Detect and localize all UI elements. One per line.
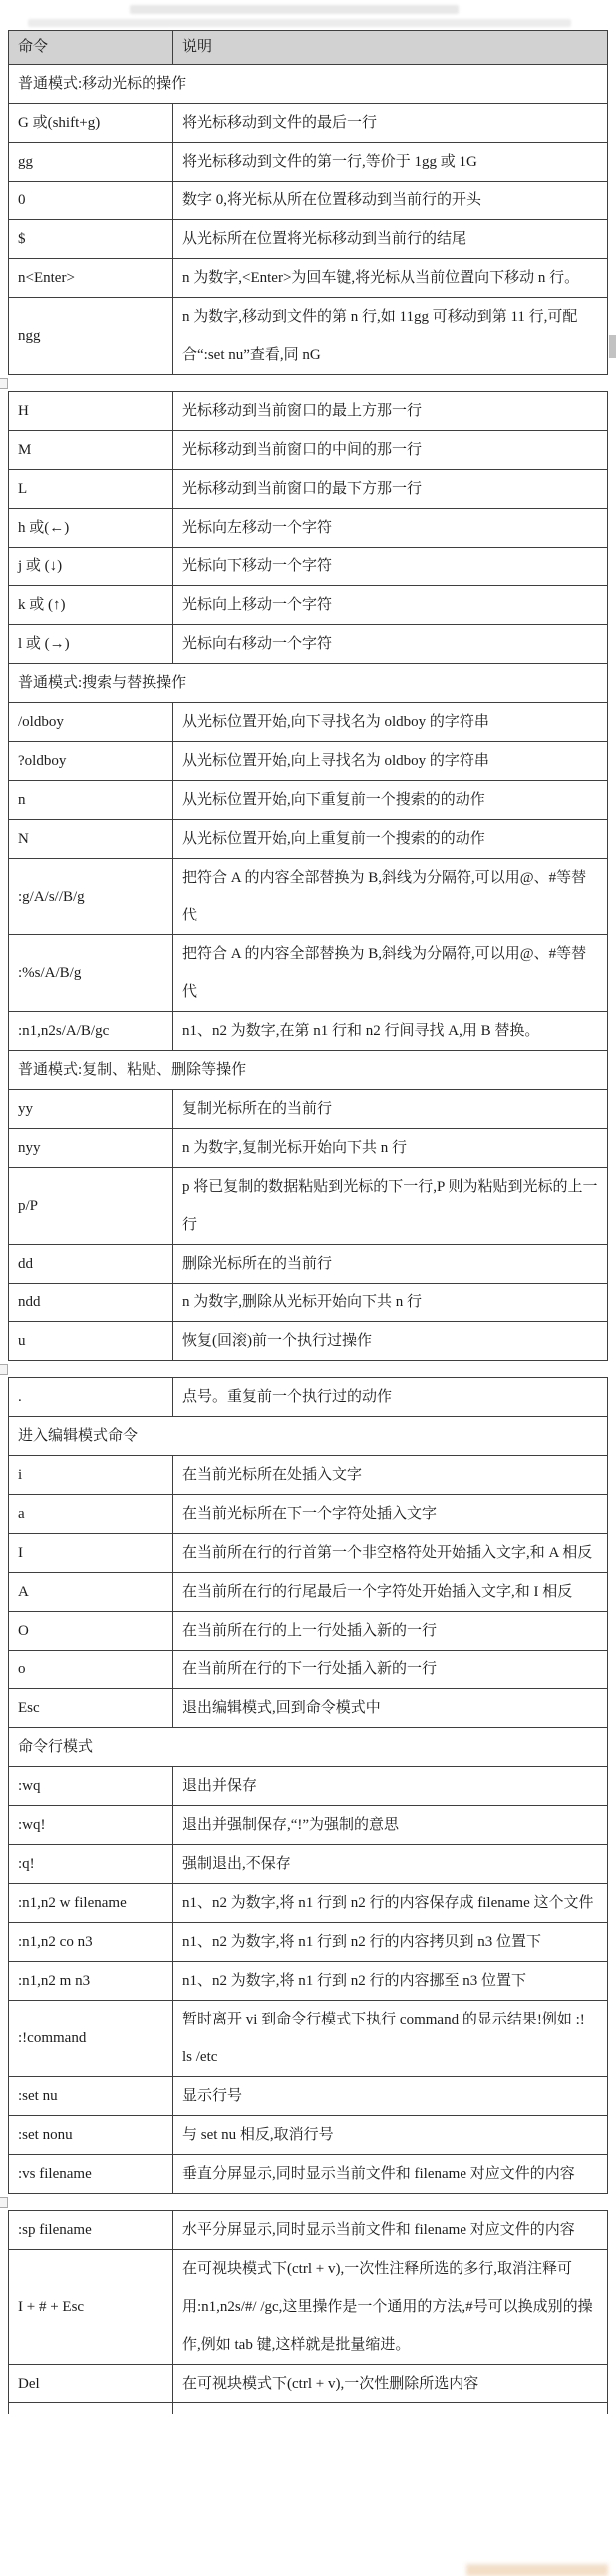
- table-row: [9, 1168, 608, 1245]
- description-cell: p 将已复制的数据粘贴到光标的下一行,P 则为粘贴到光标的上一行: [173, 1168, 608, 1245]
- description-cell: 在当前光标所在下一个字符处插入文字: [173, 1495, 608, 1534]
- ghost-text-artifact: [130, 5, 459, 14]
- table-row: [9, 703, 608, 742]
- ghost-text-artifact: [28, 19, 571, 27]
- description-cell: 光标移动到当前窗口的中间的那一行: [173, 431, 608, 470]
- column-header-description: 说明: [173, 31, 608, 65]
- table-row: [9, 2001, 608, 2077]
- table-row: [9, 1923, 608, 1962]
- command-cell: A: [9, 1573, 173, 1612]
- description-cell: 光标向右移动一个字符: [173, 625, 608, 664]
- command-cell: j 或 (↓): [9, 548, 173, 586]
- command-cell: o: [9, 1651, 173, 1689]
- description-cell: 退出并保存: [173, 1767, 608, 1806]
- vim-commands-table-segment-3: [8, 1377, 608, 2194]
- description-cell: 在当前所在行的上一行处插入新的一行: [173, 1612, 608, 1651]
- description-cell: 在当前所在行的下一行处插入新的一行: [173, 1651, 608, 1689]
- command-cell: nyy: [9, 1129, 173, 1168]
- description-cell: 将光标移动到文件的最后一行: [173, 104, 608, 143]
- description-cell: n 为数字,复制光标开始向下共 n 行: [173, 1129, 608, 1168]
- command-cell: Del: [9, 2365, 173, 2403]
- selection-highlight-artifact: [466, 2564, 608, 2576]
- command-cell: h 或(←): [9, 509, 173, 548]
- command-cell: a: [9, 1495, 173, 1534]
- command-cell: ngg: [9, 298, 173, 375]
- table-row: [9, 1378, 608, 1417]
- table-row: [9, 2116, 608, 2155]
- page-break-gap: [0, 1361, 616, 1377]
- command-cell: M: [9, 431, 173, 470]
- description-cell: n1、n2 为数字,在第 n1 行和 n2 行间寻找 A,用 B 替换。: [173, 1012, 608, 1051]
- description-cell: 从光标位置开始,向上寻找名为 oldboy 的字符串: [173, 742, 608, 781]
- description-cell: 把符合 A 的内容全部替换为 B,斜线为分隔符,可以用@、#等替代: [173, 859, 608, 935]
- description-cell: 光标向下移动一个字符: [173, 548, 608, 586]
- description-cell: 水平分屏显示,同时显示当前文件和 filename 对应文件的内容: [173, 2211, 608, 2250]
- table-row: [9, 1129, 608, 1168]
- table-row: [9, 1012, 608, 1051]
- table-row: [9, 820, 608, 859]
- description-cell: 在当前光标所在处插入文字: [173, 1456, 608, 1495]
- command-cell: :q!: [9, 1845, 173, 1884]
- command-cell: :sp filename: [9, 2211, 173, 2250]
- vim-commands-table-segment-4: [8, 2210, 608, 2414]
- description-cell: 从光标所在位置将光标移动到当前行的结尾: [173, 220, 608, 259]
- column-header-command: 命令: [9, 31, 173, 65]
- description-cell: 点号。重复前一个执行过的动作: [173, 1378, 608, 1417]
- table-row: [9, 431, 608, 470]
- vim-command-reference-table: [0, 30, 616, 2414]
- description-cell: 把符合 A 的内容全部替换为 B,斜线为分隔符,可以用@、#等替代: [173, 935, 608, 1012]
- command-cell: i: [9, 1456, 173, 1495]
- command-cell: :wq!: [9, 1806, 173, 1845]
- command-cell: :wq: [9, 1767, 173, 1806]
- description-cell: 光标向左移动一个字符: [173, 509, 608, 548]
- table-row: [9, 1245, 608, 1284]
- description-cell: [173, 2403, 608, 2415]
- table-row: [9, 220, 608, 259]
- description-cell: n 为数字,<Enter>为回车键,将光标从当前位置向下移动 n 行。: [173, 259, 608, 298]
- description-cell: n 为数字,删除从光标开始向下共 n 行: [173, 1284, 608, 1322]
- command-cell: u: [9, 1322, 173, 1361]
- section-header: 普通模式:复制、粘贴、删除等操作: [9, 1051, 608, 1090]
- table-row: [9, 259, 608, 298]
- command-cell: n: [9, 781, 173, 820]
- description-cell: n 为数字,移动到文件的第 n 行,如 11gg 可移动到第 11 行,可配合“:set nu”查看,同 nG: [173, 298, 608, 375]
- table-row: [9, 1495, 608, 1534]
- table-row: [9, 781, 608, 820]
- command-cell: :vs filename: [9, 2155, 173, 2194]
- description-cell: 在可视块模式下(ctrl + v),一次性注释所选的多行,取消注释可用:n1,n2s/#/ /gc,这里操作是一个通用的方法,#号可以换成别的操作,例如 tab 键,这样就是批量缩进。: [173, 2250, 608, 2365]
- description-cell: 光标移动到当前窗口的最上方那一行: [173, 392, 608, 431]
- command-cell: N: [9, 820, 173, 859]
- table-row: [9, 1284, 608, 1322]
- table-row: [9, 935, 608, 1012]
- table-row: [9, 2365, 608, 2403]
- table-row: [9, 392, 608, 431]
- description-cell: 从光标位置开始,向下寻找名为 oldboy 的字符串: [173, 703, 608, 742]
- command-cell: dd: [9, 1245, 173, 1284]
- page-top-margin: [0, 0, 616, 30]
- table-row: [9, 1806, 608, 1845]
- command-cell: gg: [9, 143, 173, 182]
- command-cell: p/P: [9, 1168, 173, 1245]
- command-cell: Esc: [9, 1689, 173, 1728]
- command-cell: yy: [9, 1090, 173, 1129]
- page-break-gap: [0, 375, 616, 391]
- table-split-marker: [0, 1364, 8, 1375]
- command-cell: I + # + Esc: [9, 2250, 173, 2365]
- command-cell: k 或 (↑): [9, 586, 173, 625]
- table-row: [9, 1767, 608, 1806]
- description-cell: 与 set nu 相反,取消行号: [173, 2116, 608, 2155]
- command-cell: :n1,n2 co n3: [9, 1923, 173, 1962]
- page-break-gap: [0, 2194, 616, 2210]
- table-row-partial: [9, 2403, 608, 2415]
- table-row: [9, 1728, 608, 1767]
- table-row: [9, 1884, 608, 1923]
- description-cell: 数字 0,将光标从所在位置移动到当前行的开头: [173, 182, 608, 220]
- table-row: [9, 664, 608, 703]
- table-row: [9, 509, 608, 548]
- description-cell: 在当前所在行的行尾最后一个字符处开始插入文字,和 I 相反: [173, 1573, 608, 1612]
- scrollbar-thumb[interactable]: [609, 335, 616, 358]
- table-row: [9, 586, 608, 625]
- description-cell: n1、n2 为数字,将 n1 行到 n2 行的内容挪至 n3 位置下: [173, 1962, 608, 2001]
- description-cell: 在当前所在行的行首第一个非空格符处开始插入文字,和 A 相反: [173, 1534, 608, 1573]
- description-cell: 在可视块模式下(ctrl + v),一次性删除所选内容: [173, 2365, 608, 2403]
- description-cell: n1、n2 为数字,将 n1 行到 n2 行的内容保存成 filename 这个文件: [173, 1884, 608, 1923]
- table-row: [9, 104, 608, 143]
- description-cell: 恢复(回滚)前一个执行过操作: [173, 1322, 608, 1361]
- table-row: [9, 2250, 608, 2365]
- command-cell: /oldboy: [9, 703, 173, 742]
- description-cell: 从光标位置开始,向下重复前一个搜索的的动作: [173, 781, 608, 820]
- table-row: [9, 65, 608, 104]
- table-row: [9, 1322, 608, 1361]
- description-cell: 显示行号: [173, 2077, 608, 2116]
- command-cell: L: [9, 470, 173, 509]
- table-split-marker: [0, 378, 8, 389]
- command-cell: H: [9, 392, 173, 431]
- section-header: 进入编辑模式命令: [9, 1417, 608, 1456]
- description-cell: 垂直分屏显示,同时显示当前文件和 filename 对应文件的内容: [173, 2155, 608, 2194]
- table-row: [9, 1612, 608, 1651]
- table-row: [9, 1651, 608, 1689]
- command-cell: [9, 2403, 173, 2415]
- table-split-marker: [0, 2197, 8, 2208]
- table-row: [9, 1456, 608, 1495]
- table-row: [9, 143, 608, 182]
- command-cell: ?oldboy: [9, 742, 173, 781]
- table-row: [9, 548, 608, 586]
- table-row: [9, 2077, 608, 2116]
- description-cell: 光标移动到当前窗口的最下方那一行: [173, 470, 608, 509]
- command-cell: :n1,n2 m n3: [9, 1962, 173, 2001]
- table-row: [9, 298, 608, 375]
- command-cell: $: [9, 220, 173, 259]
- command-cell: :set nu: [9, 2077, 173, 2116]
- table-row: [9, 2211, 608, 2250]
- description-cell: 复制光标所在的当前行: [173, 1090, 608, 1129]
- command-cell: n<Enter>: [9, 259, 173, 298]
- table-row: [9, 1417, 608, 1456]
- command-cell: 0: [9, 182, 173, 220]
- section-header: 命令行模式: [9, 1728, 608, 1767]
- table-row: [9, 1090, 608, 1129]
- table-row: [9, 625, 608, 664]
- command-cell: :%s/A/B/g: [9, 935, 173, 1012]
- table-row: [9, 1573, 608, 1612]
- description-cell: 暂时离开 vi 到命令行模式下执行 command 的显示结果!例如 :! ls /etc: [173, 2001, 608, 2077]
- vim-commands-table-segment-1: [8, 30, 608, 375]
- table-row: [9, 859, 608, 935]
- section-header: 普通模式:搜索与替换操作: [9, 664, 608, 703]
- description-cell: 从光标位置开始,向上重复前一个搜索的的动作: [173, 820, 608, 859]
- table-row: [9, 1962, 608, 2001]
- description-cell: 强制退出,不保存: [173, 1845, 608, 1884]
- table-row: [9, 2155, 608, 2194]
- command-cell: :n1,n2 w filename: [9, 1884, 173, 1923]
- table-row: [9, 1845, 608, 1884]
- table-row: [9, 1689, 608, 1728]
- command-cell: :g/A/s//B/g: [9, 859, 173, 935]
- table-row: [9, 1534, 608, 1573]
- description-cell: 光标向上移动一个字符: [173, 586, 608, 625]
- table-row: [9, 470, 608, 509]
- command-cell: ndd: [9, 1284, 173, 1322]
- description-cell: 退出编辑模式,回到命令模式中: [173, 1689, 608, 1728]
- command-cell: I: [9, 1534, 173, 1573]
- command-cell: O: [9, 1612, 173, 1651]
- table-row: [9, 1051, 608, 1090]
- command-cell: :set nonu: [9, 2116, 173, 2155]
- table-row: [9, 31, 608, 65]
- vim-commands-table-segment-2: [8, 391, 608, 1361]
- description-cell: 删除光标所在的当前行: [173, 1245, 608, 1284]
- command-cell: :!command: [9, 2001, 173, 2077]
- table-row: [9, 182, 608, 220]
- section-header: 普通模式:移动光标的操作: [9, 65, 608, 104]
- command-cell: l 或 (→): [9, 625, 173, 664]
- description-cell: 退出并强制保存,“!”为强制的意思: [173, 1806, 608, 1845]
- command-cell: G 或(shift+g): [9, 104, 173, 143]
- table-row: [9, 742, 608, 781]
- command-cell: .: [9, 1378, 173, 1417]
- command-cell: :n1,n2s/A/B/gc: [9, 1012, 173, 1051]
- description-cell: n1、n2 为数字,将 n1 行到 n2 行的内容拷贝到 n3 位置下: [173, 1923, 608, 1962]
- description-cell: 将光标移动到文件的第一行,等价于 1gg 或 1G: [173, 143, 608, 182]
